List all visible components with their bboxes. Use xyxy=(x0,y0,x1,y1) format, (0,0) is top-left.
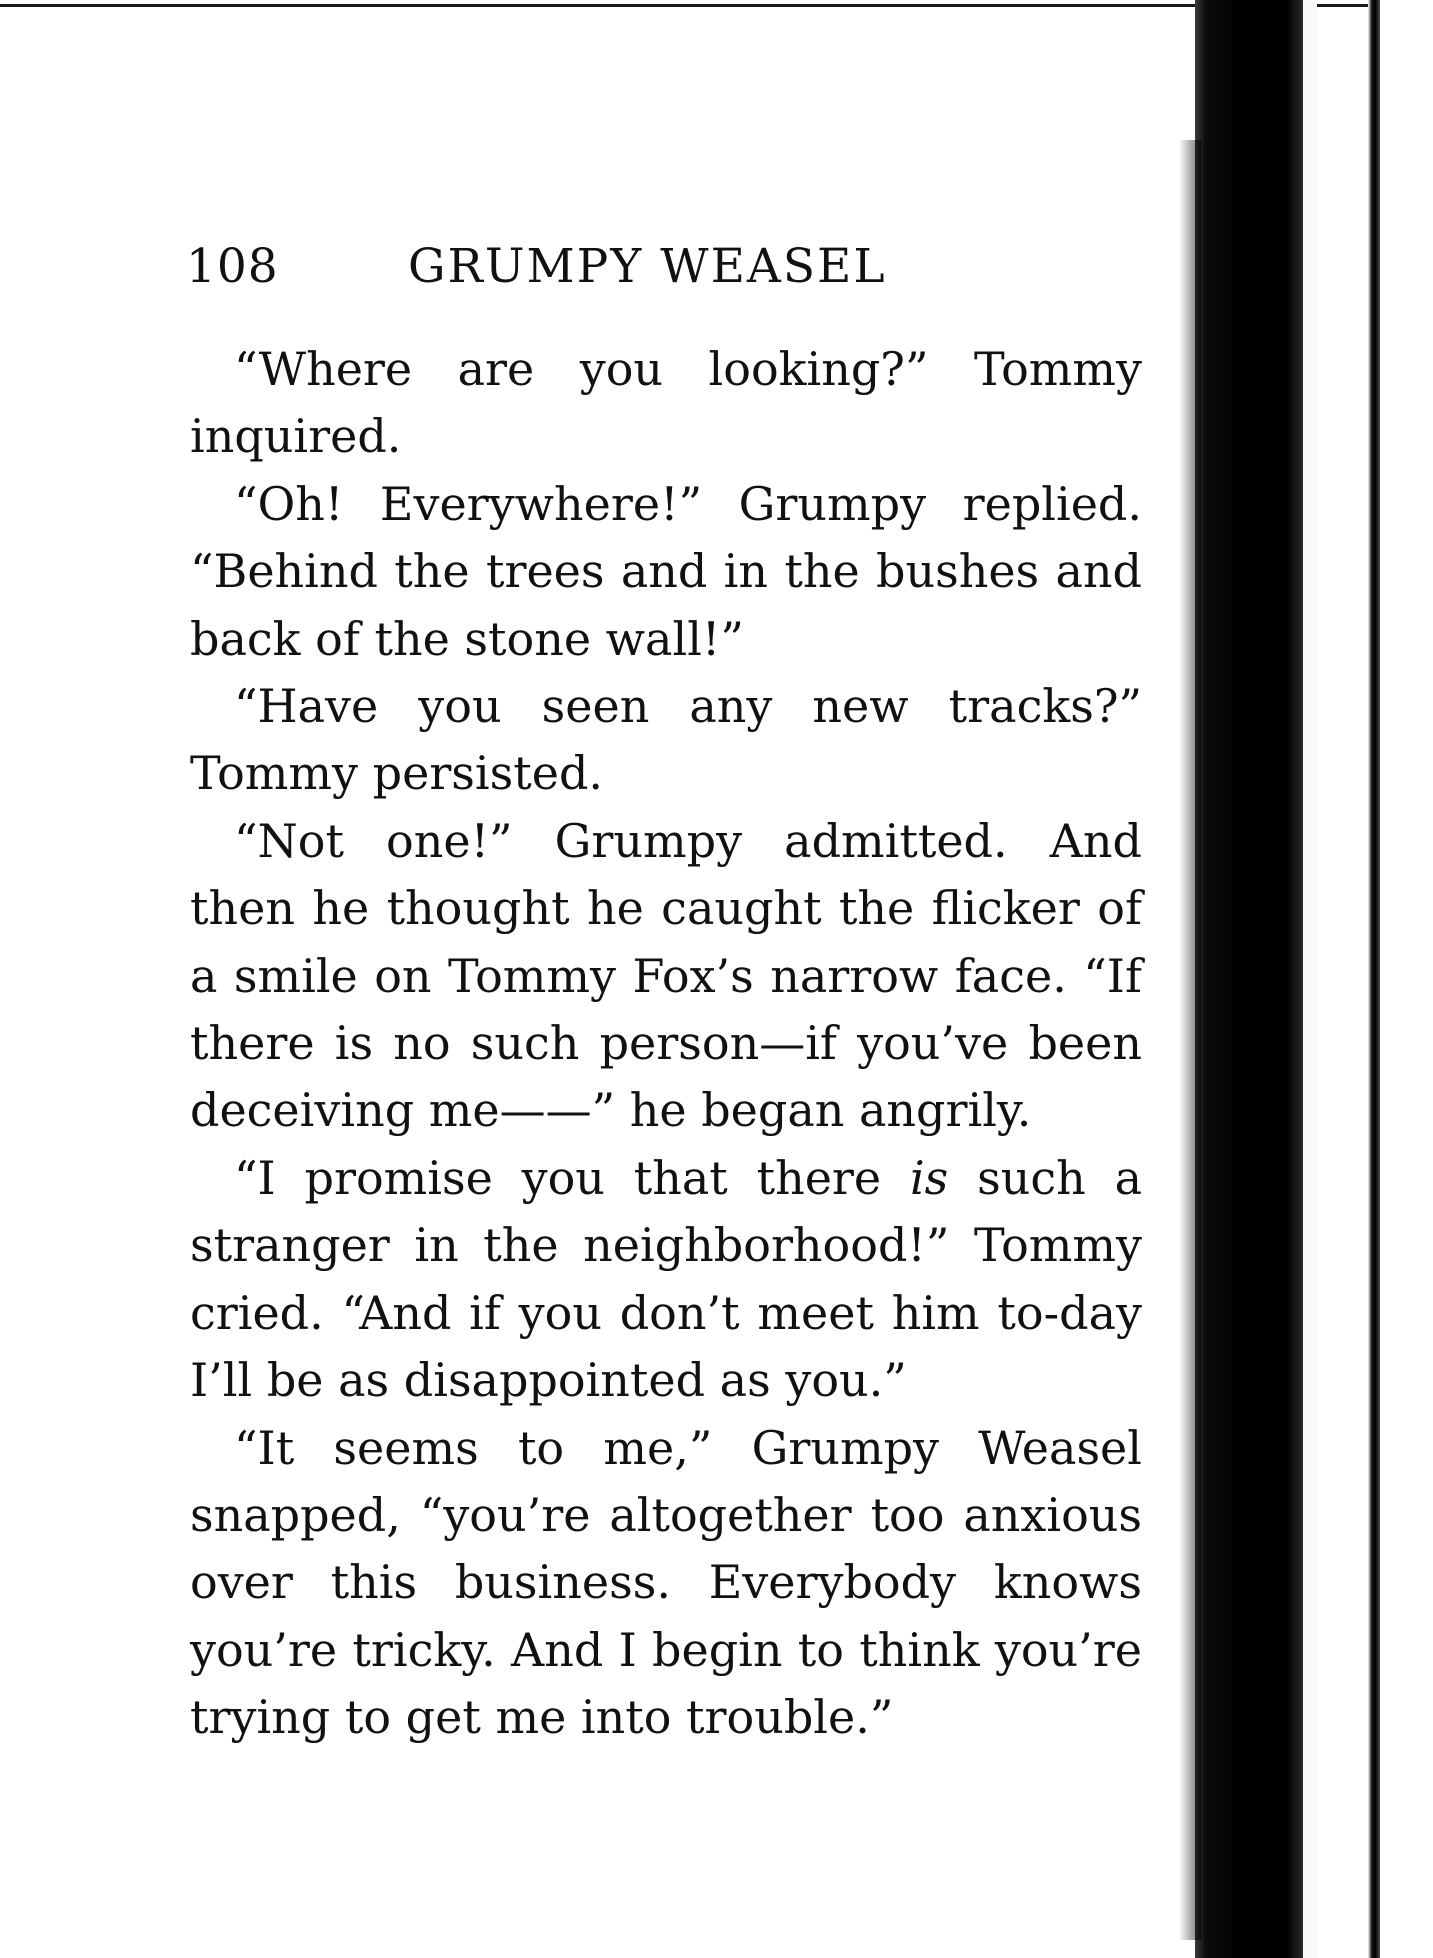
spine-gap xyxy=(1303,0,1317,1958)
page-header xyxy=(186,232,946,302)
paragraph-5 xyxy=(190,1145,1142,1415)
paragraph-2: “Oh! Everywhere!” Grumpy replied. “Behind the trees and in the bushes and back of the stone wall!” xyxy=(190,476,1142,666)
running-title: GRUMPY WEASEL xyxy=(408,239,887,294)
paragraph-4: “Not one!” Grumpy admitted. And then he thought he caught the flicker of a smile on Tommy Fox’s narrow face. “If there is no such person—if you’ve been deceiving me——” he began angrily. xyxy=(190,813,1142,1138)
paragraph-5-before: “I promise you that there xyxy=(234,1150,910,1205)
top-page-rule xyxy=(0,4,1380,7)
paragraph-1: “Where are you looking?” Tommy inquired. xyxy=(190,342,1142,464)
body-text xyxy=(190,336,1142,1752)
page-edge-shadow xyxy=(1368,0,1380,1958)
paragraph-6: “It seems to me,” Grumpy Weasel snapped, “you’re altogether too anxious over this business. Everybody knows you’re tricky. And I begin to think you’re trying to get me into trouble.” xyxy=(190,1420,1142,1745)
paragraph-3: “Have you seen any new tracks?” Tommy persisted. xyxy=(190,679,1142,801)
page-margin-right xyxy=(1380,0,1433,1958)
paragraph-5-emphasis: is xyxy=(909,1150,949,1205)
page-number: 108 xyxy=(186,239,279,294)
paragraph-5-after: such a stranger in the neighborhood!” Tommy cried. “And if you don’t meet him to-day I’ll be as disappointed as you.” xyxy=(190,1150,1142,1408)
book-spine-shadow xyxy=(1195,0,1303,1958)
